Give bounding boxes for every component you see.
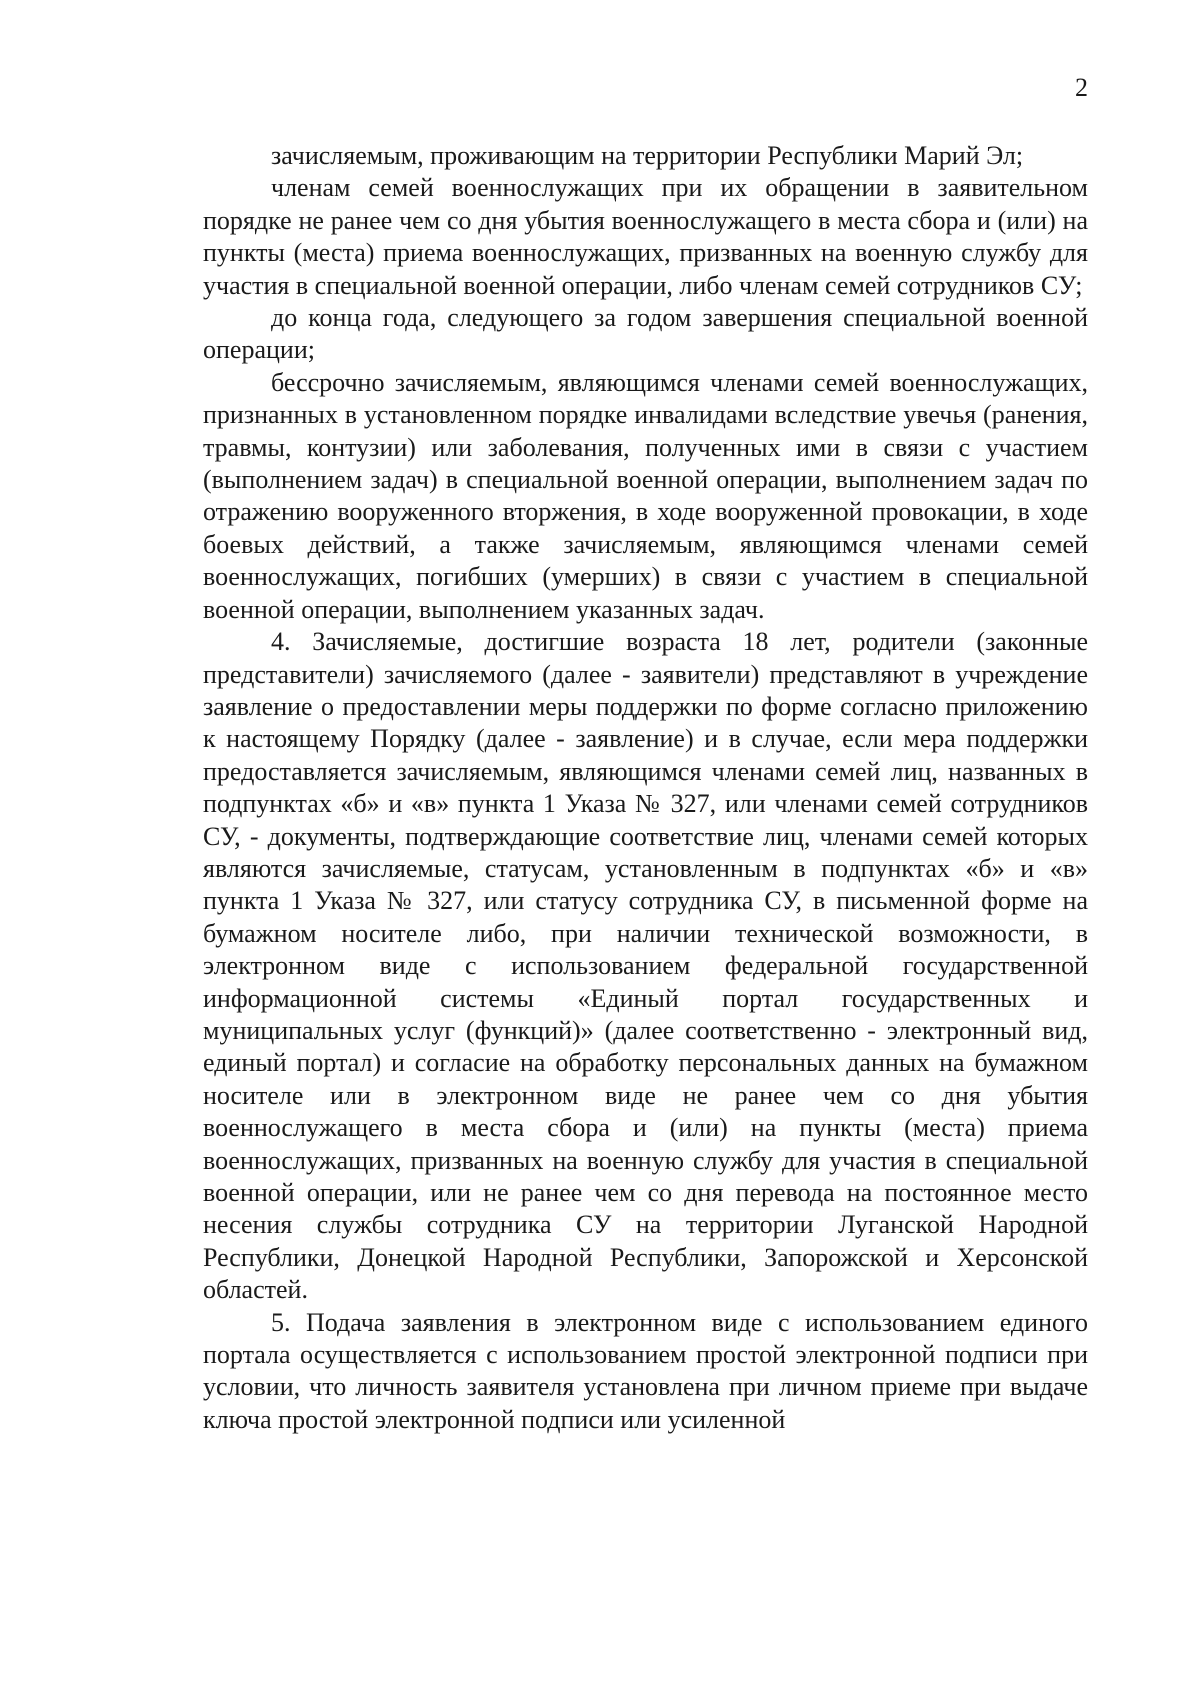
- paragraph-continuation: зачисляемым, проживающим на территории Республики Марий Эл;: [271, 141, 1024, 170]
- paragraph-family-members: членам семей военнослужащих при их обращении в заявительном порядке не ранее чем со дня убытия военнослужащего в места сбора и (или) на пункты (места) приема военнослужащих, призванных на военную службу для участия в специальной военной операции, либо членам семей сотрудников СУ;: [203, 173, 1088, 300]
- paragraph-end-of-year: до конца года, следующего за годом завершения специальной военной операции;: [203, 303, 1088, 365]
- paragraph-indefinitely: бессрочно зачисляемым, являющимся членами семей военнослужащих, признанных в установленном порядке инвалидами вследствие увечья (ранения, травмы, контузии) или заболевания, полученных ими в связи с участием (выполнением задач) в специальной военной операции, выполнением задач по отражению вооруженного вторжения, в ходе вооруженной провокации, в ходе боевых действий, а также зачисляемым, являющимся членами семей военнослужащих, погибших (умерших) в связи с участием в специальной военной операции, выполнением указанных задач.: [203, 367, 1088, 624]
- paragraph-item-5: 5. Подача заявления в электронном виде с использованием единого портала осуществляется с использованием простой электронной подписи при условии, что личность заявителя установлена при личном приеме при выдаче ключа простой электронной подписи или усиленной: [203, 1307, 1088, 1434]
- body-text: [203, 140, 1088, 1436]
- paragraph-item-4: 4. Зачисляемые, достигшие возраста 18 лет, родители (законные представители) зачисляемого (далее - заявители) представляют в учреждение заявление о предоставлении меры поддержки по форме согласно приложению к настоящему Порядку (далее - заявление) и в случае, если мера поддержки предоставляется зачисляемым, являющимся членами семей лиц, названных в подпунктах «б» и «в» пункта 1 Указа № 327, или членами семей сотрудников СУ, - документы, подтверждающие соответствие лиц, членами семей которых являются зачисляемые, статусам, установленным в подпунктах «б» и «в» пункта 1 Указа № 327, или статусу сотрудника СУ, в письменной форме на бумажном носителе либо, при наличии технической возможности, в электронном виде с использованием федеральной государственной информационной системы «Единый портал государственных и муниципальных услуг (функций)» (далее соответственно - электронный вид, единый портал) и согласие на обработку персональных данных на бумажном носителе или в электронном виде не ранее чем со дня убытия военнослужащего в места сбора и (или) на пункты (места) приема военнослужащих, призванных на военную службу для участия в специальной военной операции, или не ранее чем со дня перевода на постоянное место несения службы сотрудника СУ на территории Луганской Народной Республики, Донецкой Народной Республики, Запорожской и Херсонской областей.: [203, 627, 1088, 1305]
- page-number: 2: [1075, 73, 1088, 102]
